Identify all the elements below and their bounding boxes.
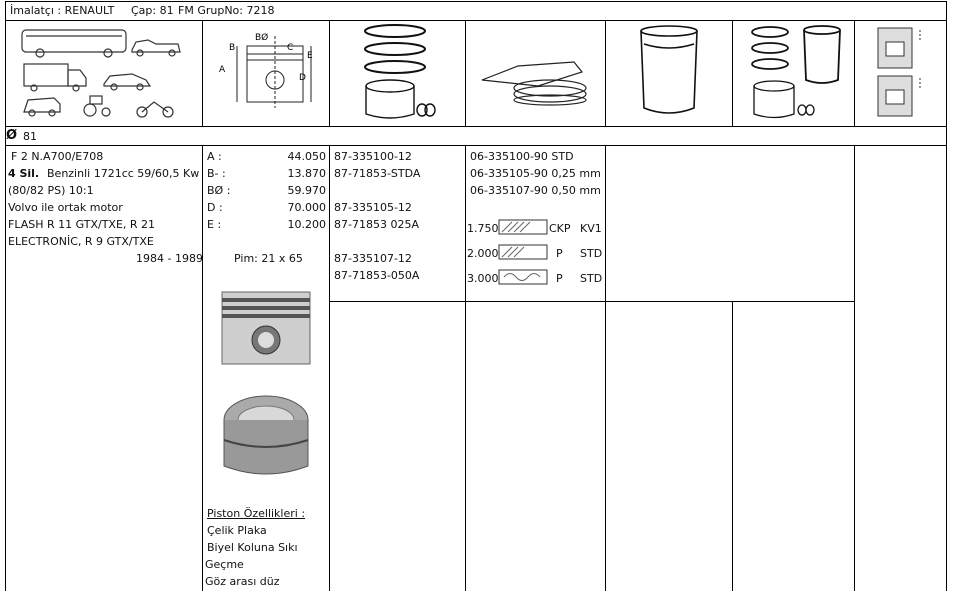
part-number: 87-71853-STDA (334, 167, 421, 180)
ring-set: 06-335107-90 0,50 mm (470, 184, 601, 197)
dim-e-label: E : (207, 218, 222, 231)
ring-code: STD (580, 247, 603, 260)
dim-a-label: A : (207, 150, 222, 163)
label-a: A (219, 65, 226, 75)
piston-features-title: Piston Özellikleri : (207, 507, 306, 520)
piston-feature-2: Biyel Koluna Sıkı (207, 541, 298, 554)
dim-bo-value: 59.970 (287, 184, 326, 197)
ring-type: P (556, 247, 563, 260)
label-e: E (307, 51, 313, 61)
piston-ring-kit-icon (350, 22, 445, 122)
full-kit-icon (748, 22, 848, 122)
rings-installer-icon (478, 56, 593, 106)
dim-a-value: 44.050 (287, 150, 326, 163)
piston-feature-4: Göz arası düz (205, 575, 280, 588)
diameter-row (5, 126, 947, 146)
bore-label: Çap: 81 (131, 4, 174, 17)
engine-code: F 2 N.A700/E708 (11, 150, 104, 163)
ring-profile-icon (498, 243, 548, 261)
vehicles-icon (20, 24, 190, 122)
pin-size: Pim: 21 x 65 (234, 252, 303, 265)
ring-set: 06-335105-90 0,25 mm (470, 167, 601, 180)
manufacturer-label: İmalatçı : RENAULT (10, 4, 115, 17)
part-number: 87-335105-12 (334, 201, 412, 214)
diameter-symbol: Ø (6, 128, 18, 143)
label-c: C (287, 43, 294, 53)
group-label: FM GrupNo: 7218 (178, 4, 275, 17)
ring-code: KV1 (580, 222, 602, 235)
label-d: D (299, 73, 306, 83)
part-number: 87-71853 025A (334, 218, 419, 231)
ring-set: 06-335100-90 STD (470, 150, 574, 163)
dim-e-value: 10.200 (287, 218, 326, 231)
ring-size: 1.750 (467, 222, 499, 235)
piston-dimension-diagram (215, 28, 320, 120)
piston-feature-1: Çelik Plaka (207, 524, 267, 537)
label-bo: BØ (255, 33, 269, 43)
piston-feature-3: Geçme (205, 558, 244, 571)
part-number: 87-335107-12 (334, 252, 412, 265)
piston-top-photo-icon (220, 390, 312, 480)
production-years: 1984 - 1989 (136, 252, 203, 265)
dim-b-value: 13.870 (287, 167, 326, 180)
ring-size: 3.000 (467, 272, 499, 285)
oil-ring-profile-icon (498, 268, 548, 286)
engine-spec: Benzinli 1721cc 59/60,5 Kw (47, 167, 200, 180)
label-b: B (229, 43, 236, 53)
part-number: 87-71853-050A (334, 269, 420, 282)
dim-d-value: 70.000 (287, 201, 326, 214)
dim-bo-label: BØ : (207, 184, 231, 197)
ring-profile-icon (498, 218, 548, 236)
cylinder-count: 4 Sil. (8, 167, 40, 180)
engine-motor: Volvo ile ortak motor (8, 201, 123, 214)
ring-type: CKP (549, 222, 571, 235)
ring-size: 2.000 (467, 247, 499, 260)
vehicle-models-2: ELECTRONİC, R 9 GTX/TXE (8, 235, 154, 248)
ring-code: STD (580, 272, 603, 285)
piston-side-photo-icon (220, 290, 312, 366)
engine-power: (80/82 PS) 10:1 (8, 184, 94, 197)
dim-b-label: B- : (207, 167, 226, 180)
ring-type: P (556, 272, 563, 285)
vehicle-models-1: FLASH R 11 GTX/TXE, R 21 (8, 218, 156, 231)
dim-d-label: D : (207, 201, 223, 214)
diameter-value: 81 (23, 130, 37, 143)
piston-section-icon (874, 24, 924, 122)
cylinder-liner-icon (634, 24, 704, 120)
part-number: 87-335100-12 (334, 150, 412, 163)
